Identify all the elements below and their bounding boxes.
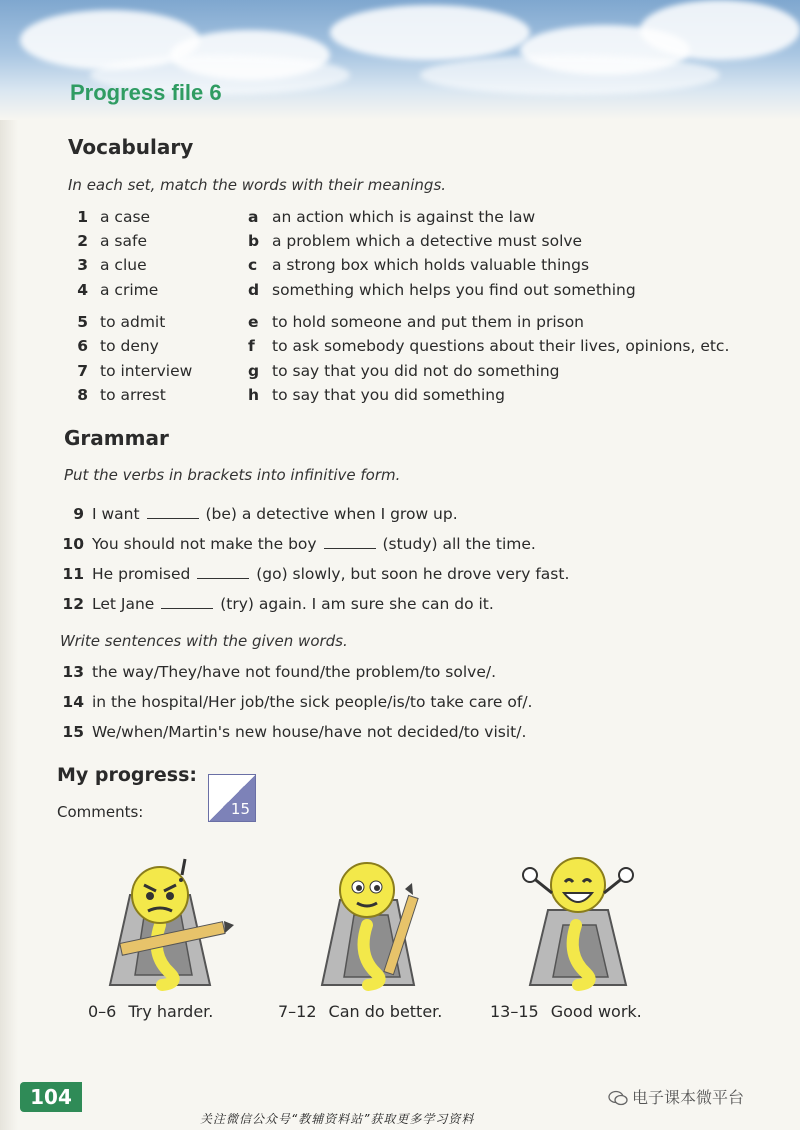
page-number: 104 (20, 1082, 82, 1112)
score-box[interactable] (208, 774, 256, 822)
exercise-item: 12 Let Jane (try) again. I am sure she can do it. (62, 595, 494, 613)
grammar-instruction-2: Write sentences with the given words. (60, 632, 348, 650)
page-title: Progress file 6 (70, 80, 222, 105)
answer-blank[interactable] (161, 596, 213, 609)
wechat-icon (608, 1090, 628, 1106)
exercise-item: 10 You should not make the boy (study) all the time. (62, 535, 536, 553)
max-score: 15 (230, 800, 250, 818)
mascot-good-work-icon (518, 855, 648, 995)
exercise-item: 15 We/when/Martin's new house/have not decided/to visit/. (62, 723, 527, 741)
comments-label: Comments: (57, 803, 144, 821)
vocabulary-heading: Vocabulary (68, 135, 194, 159)
grammar-instruction-1: Put the verbs in brackets into infinitive form. (64, 466, 401, 484)
exercise-item: 11 He promised (go) slowly, but soon he drove very fast. (62, 565, 570, 583)
mascot-can-do-better-icon (312, 855, 437, 995)
vocabulary-instruction: In each set, match the words with their meanings. (68, 176, 447, 194)
my-progress-heading: My progress: (57, 764, 198, 786)
caption-good-work: 13–15 Good work. (490, 1002, 642, 1021)
footer-note: 关注微信公众号“教辅资料站”获取更多学习资料 (200, 1112, 475, 1126)
exercise-item: 9 I want (be) a detective when I grow up. (73, 505, 458, 523)
page-edge (0, 0, 18, 1130)
watermark: 电子课本微平台 (608, 1085, 744, 1108)
caption-try-harder: 0–6 Try harder. (88, 1002, 214, 1021)
grammar-heading: Grammar (64, 426, 169, 450)
exercise-item: 14 in the hospital/Her job/the sick people/is/to take care of/. (62, 693, 533, 711)
answer-blank[interactable] (147, 506, 199, 519)
answer-blank[interactable] (197, 566, 249, 579)
answer-blank[interactable] (324, 536, 376, 549)
exercise-item: 13 the way/They/have not found/the problem/to solve/. (62, 663, 497, 681)
mascot-try-harder-icon (100, 855, 235, 995)
caption-can-do-better: 7–12 Can do better. (278, 1002, 443, 1021)
